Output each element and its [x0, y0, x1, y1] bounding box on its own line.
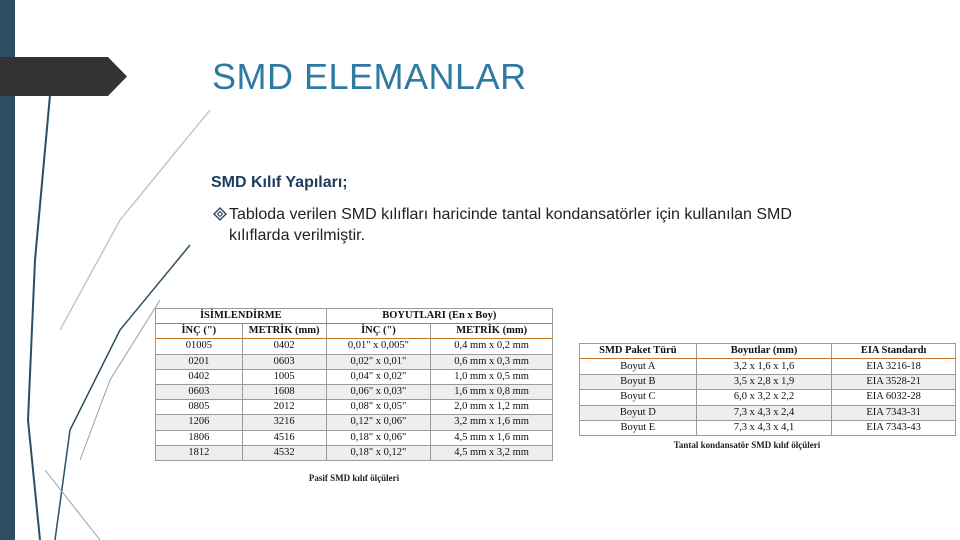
cell: 1,6 mm x 0,8 mm [431, 384, 553, 399]
cell: 7,3 x 4,3 x 2,4 [696, 405, 832, 420]
table-row [156, 415, 553, 430]
cell: EIA 7343-43 [832, 420, 956, 435]
cell: 0603 [242, 354, 326, 369]
column-header: İNÇ (") [326, 324, 431, 339]
cell: 1806 [156, 430, 243, 445]
cell: 0805 [156, 400, 243, 415]
title-tab-shape [0, 57, 127, 96]
cell: 0,4 mm x 0,2 mm [431, 339, 553, 354]
cell: 3216 [242, 415, 326, 430]
table-row [156, 354, 553, 369]
column-header: EIA Standardı [832, 344, 956, 359]
group-header-dimensions: BOYUTLARI (En x Boy) [326, 309, 552, 324]
cell: 4532 [242, 445, 326, 460]
cell: 6,0 x 3,2 x 2,2 [696, 390, 832, 405]
bullet-paragraph [213, 204, 898, 246]
cell: Boyut B [580, 374, 697, 389]
bullet-line-1: Tabloda verilen SMD kılıfları haricinde tantal kondansatörler için kullanılan SMD [229, 206, 792, 223]
cell: EIA 7343-31 [832, 405, 956, 420]
cell: 4516 [242, 430, 326, 445]
cell: Boyut C [580, 390, 697, 405]
column-header: SMD Paket Türü [580, 344, 697, 359]
cell: 3,2 x 1,6 x 1,6 [696, 359, 832, 374]
cell: 2,0 mm x 1,2 mm [431, 400, 553, 415]
cell: 0,18" x 0,06" [326, 430, 431, 445]
cell: Boyut E [580, 420, 697, 435]
cell: 0,01" x 0,005" [326, 339, 431, 354]
table-row [580, 420, 956, 435]
cell: Boyut D [580, 405, 697, 420]
table-row [156, 339, 553, 354]
cell: 3,2 mm x 1,6 mm [431, 415, 553, 430]
table-row [156, 430, 553, 445]
cell: 0201 [156, 354, 243, 369]
cell: 1,0 mm x 0,5 mm [431, 369, 553, 384]
cell: EIA 3216-18 [832, 359, 956, 374]
cell: 1812 [156, 445, 243, 460]
tantalum-table-caption: Tantal kondansatör SMD kılıf ölçüleri [673, 440, 821, 450]
bullet-line-2: kılıflarda verilmiştir. [229, 227, 366, 244]
group-header-naming: İSİMLENDİRME [156, 309, 327, 324]
cell: 0,06" x 0,03" [326, 384, 431, 399]
section-subtitle: SMD Kılıf Yapıları; [211, 174, 348, 191]
column-header: METRİK (mm) [242, 324, 326, 339]
cell: 1608 [242, 384, 326, 399]
cell: 0,18" x 0,12" [326, 445, 431, 460]
cell: 1206 [156, 415, 243, 430]
cell: 7,3 x 4,3 x 4,1 [696, 420, 832, 435]
table-row [156, 400, 553, 415]
cell: 0,6 mm x 0,3 mm [431, 354, 553, 369]
column-header: İNÇ (") [156, 324, 243, 339]
cell: 0402 [242, 339, 326, 354]
cell: 0,08" x 0,05" [326, 400, 431, 415]
cell: 4,5 mm x 1,6 mm [431, 430, 553, 445]
passive-smd-table [155, 308, 553, 461]
bullet-text [213, 204, 898, 246]
cell: Boyut A [580, 359, 697, 374]
cell: 0,02" x 0,01" [326, 354, 431, 369]
passive-table-caption: Pasif SMD kılıf ölçüleri [308, 473, 400, 483]
cell: EIA 6032-28 [832, 390, 956, 405]
cell: 2012 [242, 400, 326, 415]
column-header: METRİK (mm) [431, 324, 553, 339]
table-row [156, 384, 553, 399]
cell: 3,5 x 2,8 x 1,9 [696, 374, 832, 389]
cell: 0402 [156, 369, 243, 384]
table-row [580, 374, 956, 389]
cell: 1005 [242, 369, 326, 384]
table-row [580, 359, 956, 374]
cell: EIA 3528-21 [832, 374, 956, 389]
table-row [156, 369, 553, 384]
table-row [156, 445, 553, 460]
diamond-outline-icon [213, 207, 227, 221]
tantalum-smd-table [579, 343, 956, 436]
table-row [580, 405, 956, 420]
table-row [580, 390, 956, 405]
cell: 0603 [156, 384, 243, 399]
cell: 4,5 mm x 3,2 mm [431, 445, 553, 460]
cell: 01005 [156, 339, 243, 354]
slide-title: SMD ELEMANLAR [212, 56, 527, 97]
cell: 0,12" x 0,06" [326, 415, 431, 430]
cell: 0,04" x 0,02" [326, 369, 431, 384]
column-header: Boyutlar (mm) [696, 344, 832, 359]
